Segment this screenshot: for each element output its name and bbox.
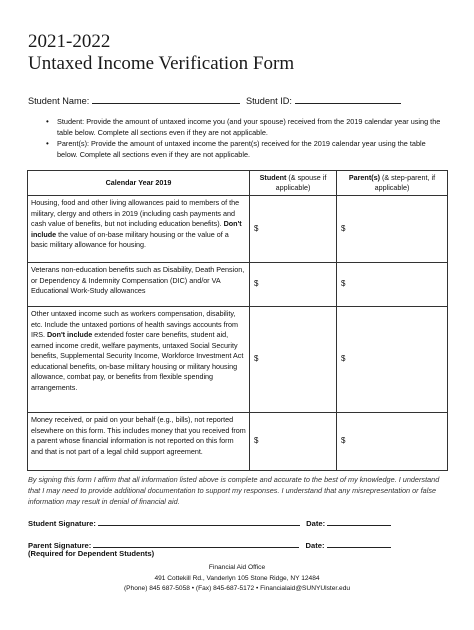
col-header-year: Calendar Year 2019 bbox=[28, 171, 250, 196]
row-description-veterans: Veterans non-education benefits such as Disability, Death Pension, or Dependency & Indemnity Compensation (DIC) and/or VA Educational Work-Study allowances bbox=[28, 263, 250, 307]
student-amount-cell[interactable]: $ bbox=[250, 263, 337, 307]
office-address: 491 Cottekill Rd., Vanderlyn 105 Stone Ridge, NY 12484 bbox=[154, 575, 320, 582]
student-signature-label: Student Signature: bbox=[28, 519, 96, 528]
parent-date-label: Date: bbox=[305, 541, 325, 550]
student-name-field bbox=[28, 94, 240, 106]
instruction-parent: • Parent(s): Provide the amount of untaxed income the parent(s) received for the 2019 calendar year using the table below. Complete all sections even if they are not applicable. bbox=[46, 138, 446, 160]
student-amount-cell[interactable]: $ bbox=[250, 196, 337, 263]
student-id-input-line[interactable] bbox=[295, 94, 401, 104]
instruction-student: • Student: Provide the amount of untaxed income you (and your spouse) received from the 2019 calendar year using the table below. Complete all sections even if they are not applicable. bbox=[46, 116, 446, 138]
parent-date-line[interactable] bbox=[327, 538, 391, 548]
student-name-label: Student Name: bbox=[28, 96, 90, 106]
student-signature-line[interactable] bbox=[98, 516, 300, 526]
table-row bbox=[28, 263, 448, 307]
student-amount-cell[interactable]: $ bbox=[250, 307, 337, 413]
parent-amount-cell[interactable]: $ bbox=[337, 307, 448, 413]
row-description-money-received: Money received, or paid on your behalf (e.g., bills), not reported elsewhere on this form. This includes money that you received from a parent whose financial information is not reported on this form and that is not part of a legal child support agreement. bbox=[28, 413, 250, 471]
instructions-list bbox=[46, 116, 446, 160]
row-description-other-untaxed: Other untaxed income such as workers compensation, disability, etc. Include the untaxed portions of health savings accounts from IRS. Don't include extended foster care benefits, student aid, earned income credit, welfare payments, untaxed Social Security benefits, Supplemental Security Income, Workforce Investment Act educational benefits, on-base military housing or military housing allowance, combat pay, or benefits from flexible spending arrangements. bbox=[28, 307, 250, 413]
parent-amount-cell[interactable]: $ bbox=[337, 263, 448, 307]
office-contact: (Phone) 845 687-5058 • (Fax) 845-687-5172 • Financialaid@SUNYUlster.edu bbox=[123, 585, 351, 592]
parent-signature-label: Parent Signature: bbox=[28, 541, 92, 550]
untaxed-income-table bbox=[27, 170, 448, 471]
table-row bbox=[28, 196, 448, 263]
form-year: 2021-2022 bbox=[28, 31, 111, 52]
table-row bbox=[28, 413, 448, 471]
student-signature-row bbox=[28, 516, 391, 528]
student-date-line[interactable] bbox=[327, 516, 391, 526]
parent-amount-cell[interactable]: $ bbox=[337, 413, 448, 471]
parent-signature-note: (Required for Dependent Students) bbox=[28, 549, 155, 558]
table-header-row bbox=[28, 171, 448, 196]
row-description-military: Housing, food and other living allowances paid to members of the military, clergy and others in 2019 (including cash payments and cash value of benefits, but not including education benefits). Don't include the value of on-base military housing or the value of a basic military allowance for housing. bbox=[28, 196, 250, 263]
parent-signature-line[interactable] bbox=[93, 538, 299, 548]
form-title: Untaxed Income Verification Form bbox=[28, 53, 295, 74]
student-date-label: Date: bbox=[306, 519, 326, 528]
student-id-label: Student ID: bbox=[246, 96, 292, 106]
col-header-parent: Parent(s) (& step-parent, if applicable) bbox=[337, 171, 448, 196]
office-name: Financial Aid Office bbox=[208, 564, 266, 571]
parent-amount-cell[interactable]: $ bbox=[337, 196, 448, 263]
table-row bbox=[28, 307, 448, 413]
certification-statement: By signing this form I affirm that all information listed above is complete and accurate to the best of my knowledge. I understand that I may need to provide additional documentation to support my responses. I understand that any misrepresentation or false information may result in denial of financial aid. bbox=[28, 475, 440, 506]
student-amount-cell[interactable]: $ bbox=[250, 413, 337, 471]
col-header-student: Student (& spouse if applicable) bbox=[250, 171, 337, 196]
student-id-field bbox=[246, 94, 401, 106]
student-name-input-line[interactable] bbox=[92, 94, 240, 104]
